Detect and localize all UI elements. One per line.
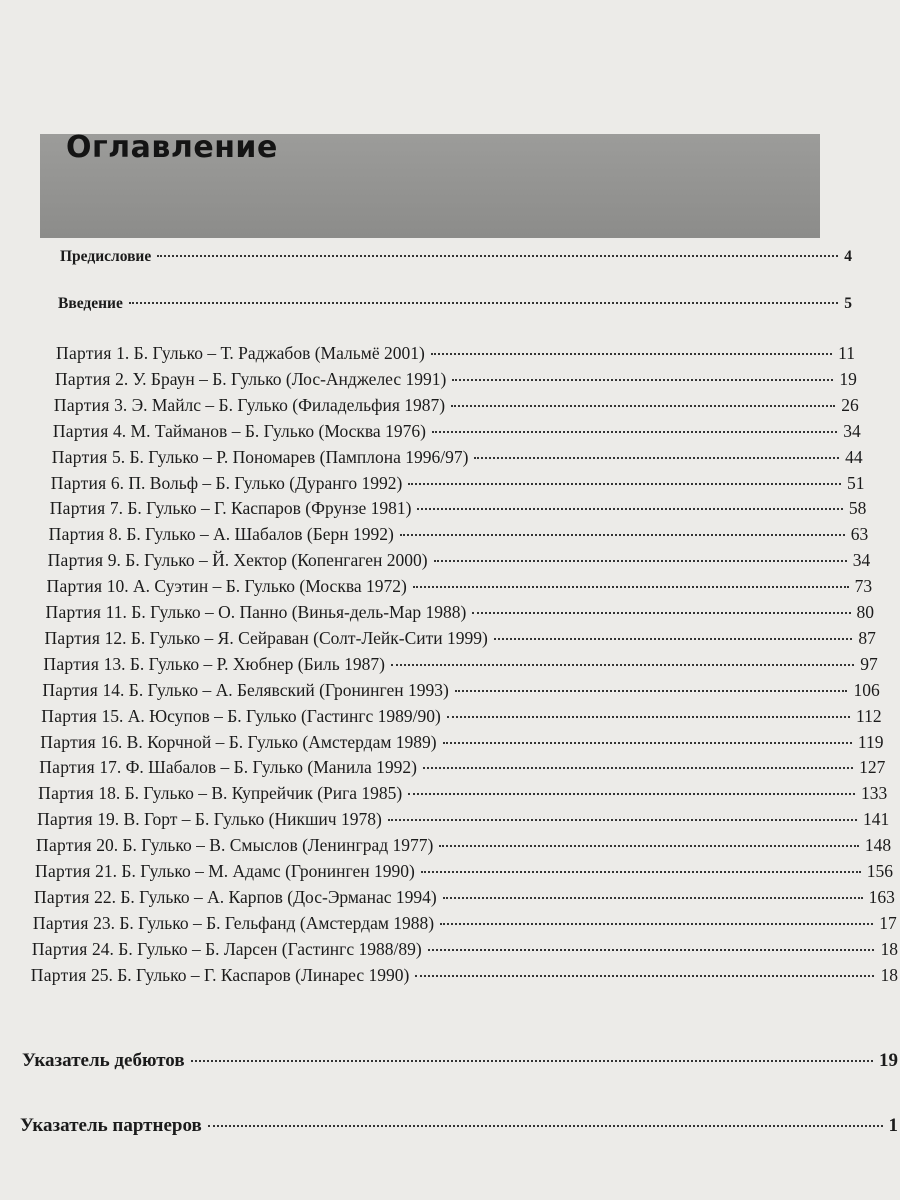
- game-prefix: Партия: [46, 576, 103, 597]
- toc-page-number: 119: [857, 731, 884, 752]
- toc-entry-title: 4. М. Тайманов – Б. Гулько (Москва 1976): [113, 420, 426, 441]
- game-prefix: Партия: [43, 653, 100, 674]
- game-prefix: Партия: [40, 731, 97, 752]
- toc-entry-game: [33, 913, 897, 939]
- game-prefix: Партия: [33, 886, 90, 907]
- toc-page-number: 18: [880, 938, 898, 959]
- toc-entry-title: 14. Б. Гулько – А. Белявский (Гронинген 1993): [102, 679, 449, 700]
- dot-leader: [408, 793, 855, 795]
- toc-entry-label: [20, 1115, 202, 1137]
- toc-entry-label: [35, 861, 415, 882]
- dot-leader: [408, 483, 841, 485]
- toc-page-number: 80: [856, 602, 874, 622]
- game-prefix: Партия: [37, 809, 93, 830]
- dot-leader: [423, 767, 853, 769]
- dot-leader: [129, 302, 838, 304]
- toc-entry-title: 21. Б. Гулько – М. Адамс (Гронинген 1990): [95, 861, 415, 881]
- toc-entry-label: [51, 473, 403, 494]
- game-prefix: Партия: [32, 912, 89, 933]
- toc-entry-title: 13. Б. Гулько – Р. Хюбнер (Биль 1987): [103, 653, 385, 674]
- game-prefix: Партия: [35, 861, 91, 881]
- toc-entry-label: [33, 913, 434, 934]
- game-prefix: Партия: [45, 602, 102, 622]
- toc-entry-title: 23. Б. Гулько – Б. Гельфанд (Амстердам 1988): [93, 912, 435, 933]
- toc-entry-label: [31, 965, 410, 986]
- toc-page-number: 58: [848, 498, 867, 519]
- dot-leader: [157, 255, 838, 257]
- game-prefix: Партия: [30, 964, 87, 985]
- toc-entry-game: [44, 628, 875, 654]
- game-prefix: Партия: [51, 446, 108, 467]
- toc-page-number: 148: [864, 835, 892, 856]
- game-prefix: Партия: [48, 524, 105, 545]
- toc-entry-title: 10. А. Суэтин – Б. Гулько (Москва 1972): [106, 576, 407, 597]
- toc-entry-title: 7. Б. Гулько – Г. Каспаров (Фрунзе 1981): [109, 498, 412, 519]
- toc-entry-game: [42, 680, 879, 706]
- page-title: Оглавление: [66, 130, 278, 165]
- toc-entry-label: [40, 732, 436, 753]
- toc-entry-game: [52, 447, 863, 473]
- toc-entry-title: 9. Б. Гулько – Й. Хектор (Копенгаген 2000): [107, 550, 428, 571]
- toc-page-number: 18: [880, 964, 898, 985]
- toc-entry-game: [35, 861, 893, 887]
- toc-page-number: 163: [868, 886, 895, 907]
- toc-page-number: 51: [847, 472, 865, 493]
- toc-entry-partners-index: [20, 1115, 898, 1141]
- toc-page-number: 112: [855, 705, 882, 726]
- toc-entry-title: Предисловие: [60, 248, 152, 265]
- toc-entry-label: [38, 783, 402, 804]
- toc-entry-title: 22. Б. Гулько – А. Карпов (Дос-Эрманас 1994): [94, 886, 437, 907]
- toc-entry-label: [47, 576, 407, 597]
- toc-entry-label: [43, 654, 385, 675]
- toc-entry-label: [60, 248, 151, 266]
- toc-page-number: 141: [862, 809, 890, 830]
- toc-entry-label: [56, 343, 425, 364]
- toc-entry-label: [55, 369, 446, 390]
- game-prefix: Партия: [56, 343, 112, 363]
- dot-leader: [455, 690, 848, 692]
- dot-leader: [439, 845, 859, 847]
- toc-entry-label: [58, 295, 123, 313]
- toc-page-number: 97: [860, 653, 878, 674]
- game-prefix: Партия: [39, 757, 95, 778]
- toc-entry-game: [49, 524, 869, 550]
- toc-entry-game: [48, 550, 871, 576]
- toc-entry-label: [32, 939, 422, 960]
- toc-entry-label: [39, 757, 417, 778]
- dot-leader: [421, 871, 861, 873]
- game-prefix: Партия: [52, 420, 109, 441]
- game-prefix: Партия: [42, 679, 99, 700]
- toc-entry-title: Указатель дебютов: [22, 1050, 185, 1071]
- toc-entry-label: [52, 447, 469, 468]
- toc-entry-game: [46, 602, 875, 628]
- toc-entry-label: [44, 628, 487, 649]
- toc-page-number: 17: [879, 912, 897, 933]
- toc-page-number: 11: [838, 343, 855, 363]
- toc-entry-label: [49, 524, 394, 545]
- toc-entry-label: [48, 550, 428, 571]
- dot-leader: [428, 949, 875, 951]
- toc-entry-game: [53, 421, 861, 447]
- toc-entry-label: [53, 421, 426, 442]
- toc-entry-title: 24. Б. Гулько – Б. Ларсен (Гастингс 1988/89): [92, 938, 422, 959]
- dot-leader: [191, 1060, 873, 1062]
- toc-entry-title: 2. У. Браун – Б. Гулько (Лос-Анджелес 1991): [115, 368, 447, 389]
- dot-leader: [415, 975, 874, 977]
- toc-entry-game: [36, 835, 891, 861]
- toc-page-number: 5: [844, 295, 852, 312]
- toc-entry-game: [47, 576, 873, 602]
- toc-entry-title: 8. Б. Гулько – А. Шабалов (Берн 1992): [108, 524, 394, 545]
- toc-page-number: 87: [858, 627, 876, 648]
- dot-leader: [434, 560, 847, 562]
- toc-page-number: 106: [853, 679, 880, 700]
- toc-page-number: 44: [845, 446, 863, 467]
- toc-entry-game: [40, 732, 883, 758]
- toc-page-number: 156: [866, 861, 893, 881]
- toc-entry-game: [54, 395, 859, 421]
- toc-entry-label: [22, 1050, 185, 1072]
- toc-entry-label: [42, 680, 448, 701]
- toc-entry-label: [34, 887, 437, 908]
- toc-entry-title: 5. Б. Гулько – Р. Пономарев (Памплона 1996/97): [111, 446, 469, 467]
- dot-leader: [443, 742, 852, 744]
- toc-entry-game: [34, 887, 895, 913]
- toc-page-number: 26: [841, 394, 859, 415]
- dot-leader: [451, 405, 835, 407]
- toc-entry-game: [43, 654, 877, 680]
- dot-leader: [400, 534, 845, 536]
- dot-leader: [440, 923, 873, 925]
- toc-entry-label: [50, 498, 412, 519]
- toc-page-number: 4: [844, 248, 852, 265]
- toc-page-number: 63: [850, 524, 869, 545]
- game-prefix: Партия: [49, 498, 106, 519]
- toc-entry-title: 15. А. Юсупов – Б. Гулько (Гастингс 1989/90): [101, 705, 441, 726]
- toc-entry-title: 16. В. Корчной – Б. Гулько (Амстердам 1989): [100, 731, 437, 752]
- dot-leader: [417, 508, 842, 510]
- toc-entry-game: [50, 498, 867, 524]
- toc-entry-game: [38, 783, 887, 809]
- toc-entry-title: 3. Э. Майлс – Б. Гулько (Филадельфия 1987): [114, 394, 446, 415]
- toc-entry-title: 25. Б. Гулько – Г. Каспаров (Линарес 1990): [90, 964, 410, 985]
- game-prefix: Партия: [44, 627, 101, 648]
- dot-leader: [432, 431, 837, 433]
- toc-entry-game: [56, 343, 855, 369]
- toc-entry-title: 19. В. Горт – Б. Гулько (Никшич 1978): [97, 809, 382, 830]
- toc-page-number: 19: [839, 368, 857, 389]
- dot-leader: [443, 897, 863, 899]
- toc-entry-title: Введение: [58, 295, 123, 312]
- dot-leader: [452, 379, 833, 381]
- toc-entry-label: [37, 809, 382, 830]
- game-prefix: Партия: [54, 368, 111, 389]
- dot-leader: [474, 457, 839, 459]
- game-prefix: Партия: [36, 835, 92, 856]
- dot-leader: [472, 612, 850, 614]
- game-prefix: Партия: [47, 550, 104, 571]
- toc-entry-label: [36, 835, 433, 856]
- toc-entry-title: 12. Б. Гулько – Я. Сейраван (Солт-Лейк-Сити 1999): [104, 627, 488, 648]
- dot-leader: [208, 1125, 883, 1127]
- toc-entry-title: 6. П. Вольф – Б. Гулько (Дуранго 1992): [110, 472, 403, 493]
- toc-entry-label: [54, 395, 445, 416]
- dot-leader: [447, 716, 850, 718]
- toc-entry-title: 1. Б. Гулько – Т. Раджабов (Мальмё 2001): [116, 343, 425, 363]
- toc-entry-game: [37, 809, 889, 835]
- toc-entry-game: [39, 757, 885, 783]
- toc-entry-title: 17. Ф. Шабалов – Б. Гулько (Манила 1992): [99, 757, 417, 778]
- toc-page-number: 34: [843, 420, 861, 441]
- toc-entry-preface: [60, 248, 852, 274]
- toc-entry-label: [41, 706, 441, 727]
- toc-entry-game: [41, 706, 881, 732]
- dot-leader: [391, 664, 854, 666]
- toc-entry-introduction: [58, 295, 852, 321]
- dot-leader: [413, 586, 849, 588]
- game-prefix: Партия: [41, 705, 98, 726]
- toc-page-number: 127: [859, 757, 886, 778]
- game-prefix: Партия: [50, 472, 107, 493]
- dot-leader: [431, 353, 832, 355]
- toc-page-number: 133: [861, 783, 888, 804]
- game-prefix: Партия: [38, 783, 94, 804]
- toc-page-number: 73: [854, 576, 873, 597]
- toc-entry-title: 20. Б. Гулько – В. Смыслов (Ленинград 1977): [96, 835, 434, 856]
- dot-leader: [494, 638, 853, 640]
- toc-entry-label: [46, 602, 467, 623]
- toc-entry-game: [55, 369, 857, 395]
- game-prefix: Партия: [31, 938, 88, 959]
- toc-entry-game: [51, 473, 865, 499]
- toc-entry-game: [31, 965, 898, 991]
- toc-entry-title: 11. Б. Гулько – О. Панно (Винья-дель-Мар 1988): [105, 602, 467, 622]
- toc-page-number: 34: [852, 550, 871, 571]
- toc-entry-openings-index: [22, 1050, 898, 1076]
- toc-entry-title: Указатель партнеров: [20, 1115, 202, 1136]
- toc-entry-game: [32, 939, 898, 965]
- game-prefix: Партия: [53, 394, 110, 415]
- toc-page-number: 1: [888, 1115, 898, 1136]
- toc-entry-title: 18. Б. Гулько – В. Купрейчик (Рига 1985): [98, 783, 403, 804]
- dot-leader: [388, 819, 857, 821]
- toc-page-number: 19: [879, 1050, 898, 1071]
